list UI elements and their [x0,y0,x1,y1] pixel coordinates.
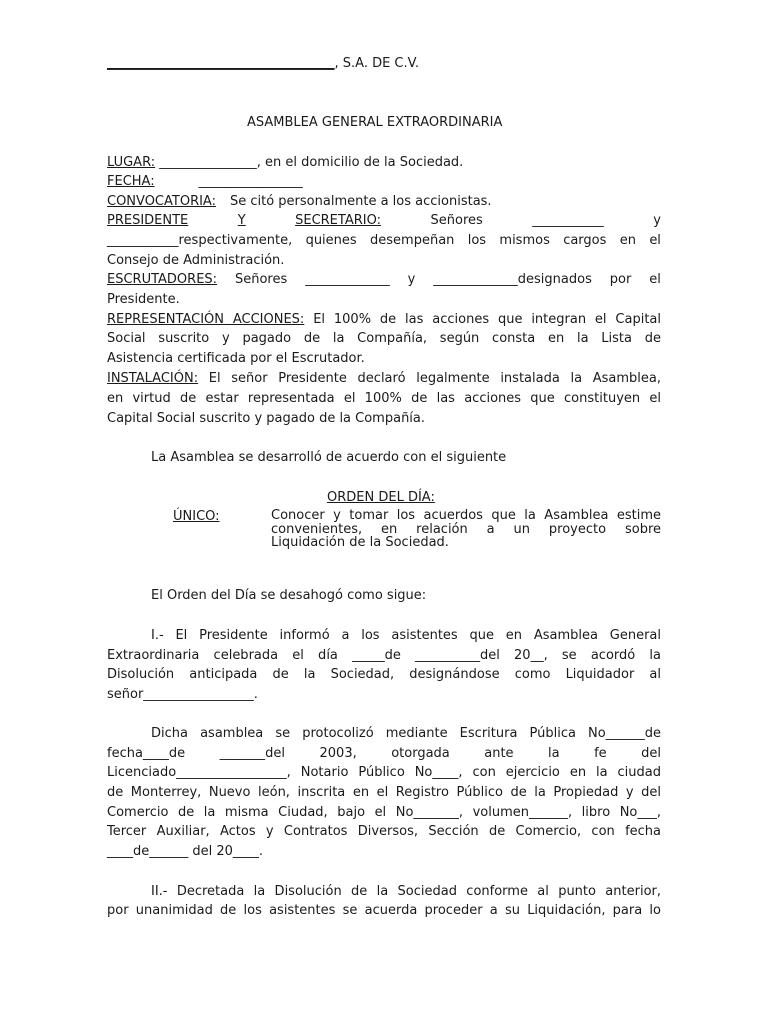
presidente-word: cargos [563,233,607,248]
fecha-line [107,174,661,190]
representacion-line-3: Asistencia certificada por el Escrutador. [107,351,365,366]
protocolizacion-line-5: Comercio de la misma Ciudad, bajo el No_______, volumen______, libro No___, [107,805,661,820]
agenda-intro: La Asamblea se desarrolló de acuerdo con el siguiente [151,450,507,465]
presidente-label [107,213,381,229]
escrutadores-word: _____________designados [433,272,592,287]
punto1-line-2: Extraordinaria celebrada el día _____de __________del 20__, se acordó la [107,648,661,663]
unico-label: ÚNICO: [173,509,220,524]
presidente-word: Señores [430,213,483,228]
punto1-line-3: Disolución anticipada de la Sociedad, designándose como Liquidador al [107,667,661,682]
presidente-word: ___________respectivamente, [107,233,293,248]
company-name-line [107,56,661,72]
escrutadores-line-1 [107,272,661,288]
document-title: ASAMBLEA GENERAL EXTRAORDINARIA [247,115,503,130]
escrutadores-word: por [609,272,632,287]
escrutadores-line-2: Presidente. [107,292,180,307]
company-suffix: , S.A. DE C.V. [334,56,419,71]
presidente-word: quienes [305,233,357,248]
presidente-word: los [467,233,487,248]
presidente-word: y [653,213,661,228]
agenda-title: ORDEN DEL DÍA: [327,490,435,505]
escrutadores-label: ESCRUTADORES: [107,272,218,287]
instalacion-line-1 [107,371,661,387]
instalacion-line-2: en virtud de estar representada el 100% de las acciones que constituyen el [107,391,661,406]
instalacion-line-3: Capital Social suscrito y pagado de la Compañía. [107,411,426,426]
unico-line-1: Conocer y tomar los acuerdos que la Asamblea estime [271,508,661,523]
escrutadores-word: y [407,272,416,287]
lugar-line [107,155,661,171]
protocolizacion-line-7: ____de______ del 20____. [107,844,264,859]
punto1-line-4: señor_________________. [107,687,258,702]
presidente-label-part: SECRETARIO: [295,213,381,228]
representacion-line-1 [107,312,661,328]
presidente-label-part: PRESIDENTE [107,213,189,228]
presidente-word: desempeñan [370,233,455,248]
instalacion-label: INSTALACIÓN: [107,371,199,386]
punto1-line-1: I.- El Presidente informó a los asistentes que en Asamblea General [151,628,661,643]
presidente-word: en [619,233,636,248]
convocatoria-text: Se citó personalmente a los accionistas. [229,194,492,209]
protocolizacion-line-1: Dicha asamblea se protocolizó mediante Escritura Pública No______de [151,726,661,741]
representacion-text: El 100% de las acciones que integran el Capital [313,312,661,327]
instalacion-text: El señor Presidente declaró legalmente instalada la Asamblea, [208,371,661,386]
desahogo-text: El Orden del Día se desahogó como sigue: [151,588,427,603]
presidente-word: el [649,233,661,248]
punto2-line-1: II.- Decretada la Disolución de la Sociedad conforme al punto anterior, [151,884,661,899]
fecha-blank: ________________ [198,174,303,189]
fecha-label: FECHA: [107,174,155,189]
punto2-line-2: por unanimidad de los asistentes se acuerda proceder a su Liquidación, para lo [107,903,661,918]
company-name-blank: ___________________________________ [107,56,335,71]
representacion-label: REPRESENTACIÓN ACCIONES: [107,312,305,327]
unico-line-2: convenientes, en relación a un proyecto sobre [271,522,661,537]
convocatoria-label: CONVOCATORIA: [107,194,216,209]
presidente-word: mismos [499,233,550,248]
protocolizacion-line-3: Licenciado_________________, Notario Público No____, con ejercicio en la ciudad [107,765,661,780]
unico-line-3: Liquidación de la Sociedad. [271,535,449,550]
protocolizacion-line-2: fecha____de _______del 2003, otorgada ante la fe del [107,746,661,761]
lugar-text: _______________, en el domicilio de la Sociedad. [155,155,464,170]
representacion-line-2: Social suscrito y pagado de la Compañía, según consta en la Lista de [107,331,661,346]
lugar-label: LUGAR: [107,155,156,170]
presidente-label-part: Y [237,213,246,228]
presidente-line-3: Consejo de Administración. [107,253,285,268]
document-page [107,0,661,1024]
protocolizacion-line-4: de Monterrey, Nuevo león, inscrita en el Registro Público de la Propiedad y del [107,785,661,800]
escrutadores-word: Señores [234,272,288,287]
convocatoria-line [107,194,661,210]
presidente-line-2 [107,233,661,249]
presidente-line-1 [107,213,661,229]
escrutadores-word: _____________ [305,272,390,287]
presidente-word: ___________ [532,213,604,228]
escrutadores-word: el [649,272,661,287]
protocolizacion-line-6: Tercer Auxiliar, Actos y Contratos Diversos, Sección de Comercio, con fecha [107,824,661,839]
